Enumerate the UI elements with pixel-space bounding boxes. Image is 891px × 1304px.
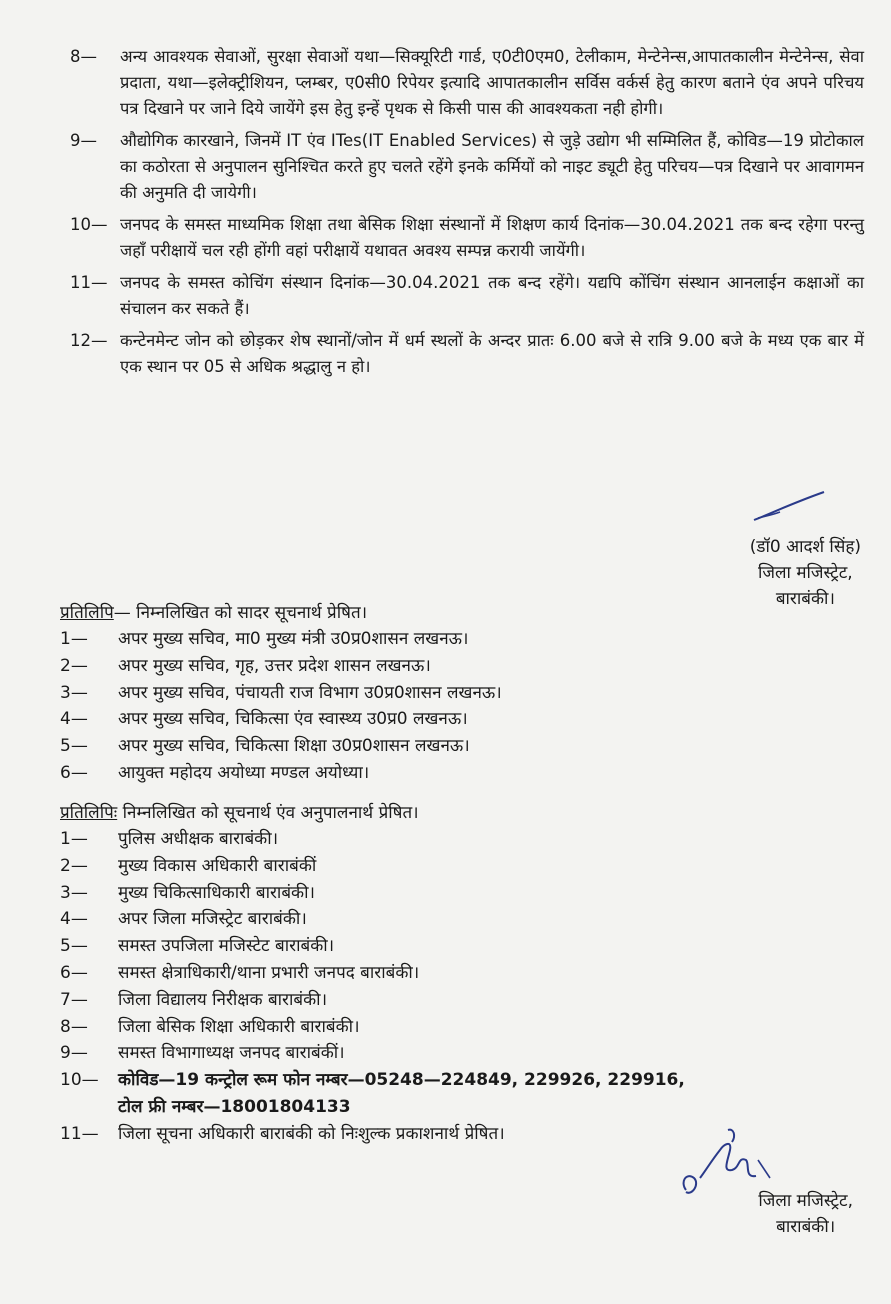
copy-to-list-2	[60, 800, 760, 1148]
item-text: अपर मुख्य सचिव, गृह, उत्तर प्रदेश शासन लखनऊ।	[118, 655, 431, 676]
item-number: 1—	[60, 829, 88, 849]
item-number: 1—	[60, 629, 88, 649]
list-item	[60, 760, 760, 787]
order-item-11	[58, 270, 864, 322]
list-item	[60, 1094, 760, 1121]
item-text: मुख्य विकास अधिकारी बाराबंकीं	[118, 855, 317, 876]
item-text: पुलिस अधीक्षक बाराबंकी।	[118, 829, 279, 849]
order-number: 11—	[70, 273, 108, 292]
order-item-12	[58, 328, 864, 380]
signature-block-2	[758, 1188, 853, 1240]
copy-to-rest: निम्नलिखित को सूचनार्थ एंव अनुपालनार्थ प्रेषित।	[117, 803, 419, 823]
copy-to-label: प्रतिलिपि	[60, 603, 114, 623]
item-number: 4—	[60, 909, 88, 930]
item-text: जिला बेसिक शिक्षा अधिकारी बाराबंकी।	[118, 1016, 360, 1037]
list-item	[60, 880, 760, 907]
copy-to-heading	[60, 600, 760, 626]
copy-to-label: प्रतिलिपिः	[60, 803, 118, 823]
item-number: 4—	[60, 709, 88, 730]
item-text: जिला सूचना अधिकारी बाराबंकी को निःशुल्क प्रकाशनार्थ प्रेषित।	[118, 1123, 505, 1144]
order-number: 10—	[70, 215, 108, 234]
list-item	[60, 733, 760, 760]
item-number: 7—	[60, 989, 88, 1010]
list-item	[60, 933, 760, 960]
signatory-place: बाराबंकी।	[776, 1217, 836, 1237]
signature-stroke	[750, 488, 830, 528]
item-number: 5—	[60, 736, 88, 757]
item-number	[60, 1094, 118, 1121]
list-item	[60, 1014, 760, 1041]
list-item	[60, 626, 760, 653]
item-number: 6—	[60, 762, 88, 783]
item-number: 11—	[60, 1123, 99, 1144]
item-text: समस्त विभागाध्यक्ष जनपद बाराबंकीं।	[118, 1043, 345, 1064]
item-number: 6—	[60, 962, 88, 983]
item-number: 2—	[60, 655, 88, 676]
item-number: 3—	[60, 882, 88, 903]
list-item	[60, 680, 760, 707]
order-text: जनपद के समस्त कोचिंग संस्थान दिनांक—30.04.2021 तक बन्द रहेंगे। यद्यपि कोंचिंग संस्थान आनलाईन कक्षाओं का संचालन कर सकते हैं।	[120, 273, 864, 318]
signatory-designation: जिला मजिस्ट्रेट,	[758, 1191, 853, 1211]
item-number: 5—	[60, 936, 88, 957]
list-item	[60, 1067, 760, 1094]
order-text: कन्टेनमेन्ट जोन को छोड़कर शेष स्थानों/जोन में धर्म स्थलों के अन्दर प्रातः 6.00 बजे से रात्रि 9.00 बजे के मध्य एक बार में एक स्थान पर 05 से अधिक श्रद्धालु न हो।	[120, 331, 864, 376]
item-text: आयुक्त महोदय अयोध्या मण्डल अयोध्या।	[118, 762, 370, 783]
list-item	[60, 906, 760, 933]
item-text: अपर मुख्य सचिव, मा0 मुख्य मंत्री उ0प्र0शासन लखनऊ।	[118, 629, 469, 649]
item-text: अपर जिला मजिस्ट्रेट बाराबंकी।	[118, 909, 307, 930]
list-item	[60, 826, 760, 853]
order-text: अन्य आवश्यक सेवाओं, सुरक्षा सेवाओं यथा—सिक्यूरिटी गार्ड, ए0टी0एम0, टेलीकाम, मेन्टेनेन्स,आपातकालीन मेन्टेनेन्स, सेवा प्रदाता, यथा—इलेक्ट्रीशियन, प्लम्बर, ए0सी0 रिपेयर इत्यादि आपातकालीन सर्विस वर्कर्स हेतु कारण बताने एंव अपने परिचय पत्र दिखाने पर जाने दिये जायेंगे इस हेतु इन्हें पृथक से किसी पास की आवश्यकता नही होगी।	[120, 47, 864, 118]
order-text: जनपद के समस्त माध्यमिक शिक्षा तथा बेसिक शिक्षा संस्थानों में शिक्षण कार्य दिनांक—30.04.2021 तक बन्द रहेगा परन्तु जहाँ परीक्षायें चल रही होंगी वहां परीक्षायें यथावत अवश्य सम्पन्न करायी जायेंगी।	[120, 215, 864, 260]
item-text: अपर मुख्य सचिव, पंचायती राज विभाग उ0प्र0शासन लखनऊ।	[118, 682, 502, 703]
item-text: समस्त क्षेत्राधिकारी/थाना प्रभारी जनपद बाराबंकी।	[118, 962, 420, 983]
copy-to-rest: — निम्नलिखित को सादर सूचनार्थ प्रेषित।	[113, 603, 368, 623]
list-item	[60, 987, 760, 1014]
list-item	[60, 960, 760, 987]
item-number: 9—	[60, 1043, 88, 1064]
list-item	[60, 1040, 760, 1067]
item-text: अपर मुख्य सचिव, चिकित्सा एंव स्वास्थ्य उ0प्र0 लखनऊ।	[118, 709, 468, 730]
signatory-name: (डॉ0 आदर्श सिंह)	[749, 537, 861, 557]
item-text: जिला विद्यालय निरीक्षक बाराबंकी।	[118, 989, 328, 1010]
item-number: 3—	[60, 682, 88, 703]
copy-to-list-1	[60, 600, 760, 787]
signatory-designation: जिला मजिस्ट्रेट,	[758, 563, 853, 583]
list-item	[60, 706, 760, 733]
order-number: 9—	[70, 131, 97, 150]
item-text: कोविड—19 कन्ट्रोल रूम फोन नम्बर—05248—224849, 229926, 229916,	[118, 1070, 685, 1091]
order-item-8	[58, 44, 864, 122]
list-item	[60, 1121, 760, 1148]
item-text: अपर मुख्य सचिव, चिकित्सा शिक्षा उ0प्र0शासन लखनऊ।	[118, 736, 470, 757]
order-list	[58, 44, 864, 386]
list-item	[60, 853, 760, 880]
order-item-9	[58, 128, 864, 206]
order-item-10	[58, 212, 864, 264]
item-text: समस्त उपजिला मजिस्टेट बाराबंकी।	[118, 936, 335, 957]
item-number: 8—	[60, 1016, 88, 1037]
signature-block-1	[750, 534, 861, 612]
item-text: टोल फ्री नम्बर—18001804133	[118, 1096, 351, 1117]
signatory-place: बाराबंकी।	[775, 589, 835, 609]
order-number: 8—	[70, 47, 97, 66]
list-item	[60, 653, 760, 680]
order-number: 12—	[70, 331, 108, 350]
copy-to-heading	[60, 800, 760, 826]
item-number: 2—	[60, 855, 88, 876]
item-number: 10—	[60, 1070, 99, 1091]
item-text: मुख्य चिकित्साधिकारी बाराबंकी।	[118, 882, 315, 903]
order-text: औद्योगिक कारखाने, जिनमें IT एंव ITes(IT Enabled Services) से जुड़े उद्योग भी सम्मिलित हैं, कोविड—19 प्रोटोकाल का कठोरता से अनुपालन सुनिश्चित करते हुए चलते रहेंगे इनके कर्मियों को नाइट ड्यूटी हेतु परिचय—पत्र दिखाने पर आवागमन की अनुमति दी जायेगी।	[120, 131, 864, 202]
